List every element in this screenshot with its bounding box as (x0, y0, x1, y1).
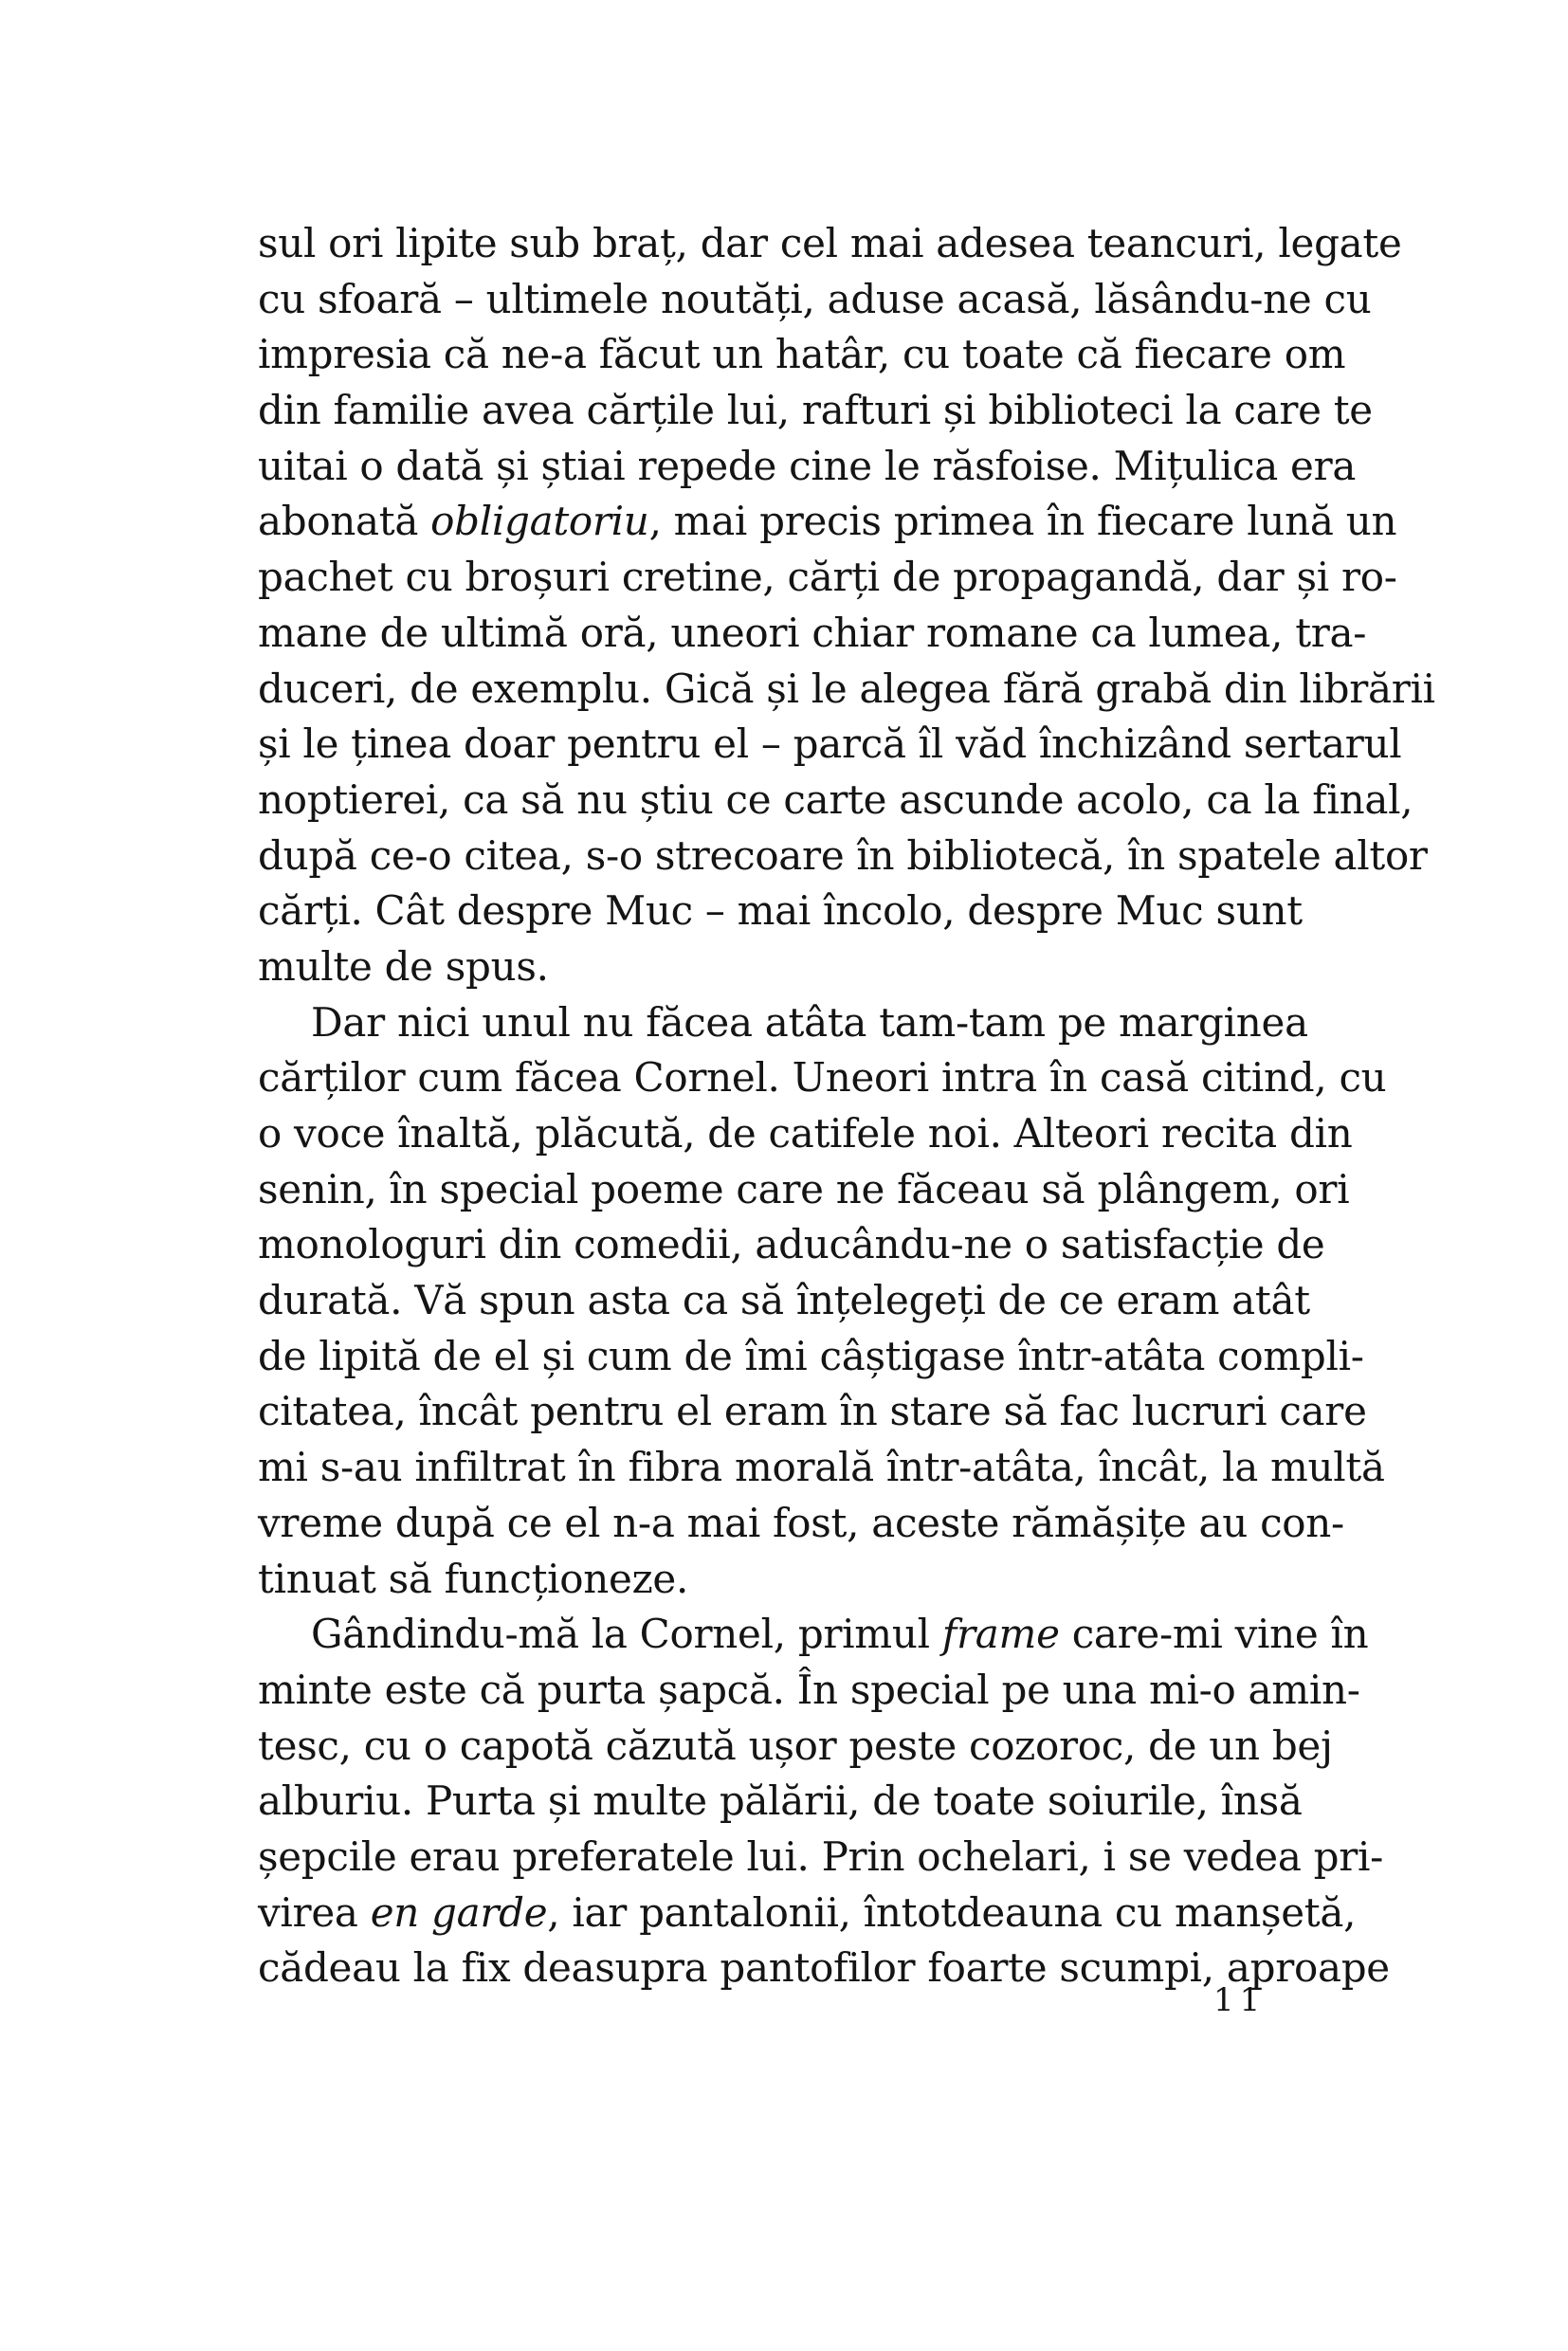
text-line: impresia că ne-a făcut un hatâr, cu toate că fiecare om (258, 331, 1346, 378)
text-segment: abonată (258, 498, 431, 545)
text-line: citatea, încât pentru el eram în stare să fac lucruri care (258, 1388, 1367, 1435)
italic-term: frame (941, 1611, 1060, 1658)
text-line: duceri, de exemplu. Gică și le alegea fără grabă din librării (258, 665, 1435, 712)
text-line: și le ținea doar pentru el – parcă îl văd închizând sertarul (258, 720, 1402, 768)
text-line: minte este că purta șapcă. În special pe una mi-o amin- (258, 1666, 1360, 1713)
text-line: mane de ultimă oră, uneori chiar romane ca lumea, tra- (258, 609, 1367, 656)
text-line: durată. Vă spun asta ca să înțelegeți de ce eram atât (258, 1277, 1310, 1324)
text-line: o voce înaltă, plăcută, de catifele noi. Alteori recita din (258, 1110, 1353, 1157)
text-line: după ce-o citea, s-o strecoare în bibliotecă, în spatele altor (258, 831, 1428, 879)
text-line: cădeau la fix deasupra pantofilor foarte scumpi, aproape (258, 1944, 1390, 1992)
text-line: din familie avea cărțile lui, rafturi și biblioteci la care te (258, 387, 1373, 434)
text-line: sul ori lipite sub braț, dar cel mai adesea teancuri, legate (258, 220, 1402, 266)
text-segment: virea (258, 1888, 371, 1936)
text-line: șepcile erau preferatele lui. Prin ochelari, i se vedea pri- (258, 1832, 1383, 1880)
text-line: cărți. Cât despre Muc – mai încolo, despre Muc sunt (258, 887, 1303, 935)
text-line: alburiu. Purta și multe pălării, de toate soiurile, însă (258, 1777, 1303, 1825)
text-line: multe de spus. (258, 942, 549, 990)
body-text (258, 216, 1435, 1996)
text-line: mi s-au infiltrat în fibra morală într-atâta, încât, la multă (258, 1444, 1385, 1491)
italic-term: obligatoriu (430, 498, 649, 545)
text-line: tesc, cu o capotă căzută ușor peste cozoroc, de un bej (258, 1722, 1333, 1769)
text-line: de lipită de el și cum de îmi câștigase într-atâta compli- (258, 1332, 1364, 1379)
text-line: cu sfoară – ultimele noutăți, aduse acasă, lăsându-ne cu (258, 275, 1372, 322)
text-line: uitai o dată și știai repede cine le răsfoise. Mițulica era (258, 442, 1357, 489)
text-line: cărților cum făcea Cornel. Uneori intra în casă citind, cu (258, 1054, 1387, 1102)
text-line: monologuri din comedii, aducându-ne o satisfacție de (258, 1221, 1325, 1268)
page-number: 11 (1213, 1981, 1267, 2019)
text-line (258, 1886, 1357, 1941)
text-segment: , mai precis primea în fiecare lună un (648, 498, 1397, 545)
text-line: senin, în special poeme care ne făceau să plângem, ori (258, 1165, 1350, 1212)
text-line: tinuat să funcționeze. (258, 1555, 689, 1602)
text-line (258, 494, 1397, 550)
text-line: vreme după ce el n-a mai fost, aceste rămășițe au con- (258, 1499, 1344, 1546)
italic-term: en garde (370, 1888, 548, 1936)
text-line: noptierei, ca să nu știu ce carte ascunde acolo, ca la final, (258, 775, 1413, 823)
paragraph-start-line: Dar nici unul nu făcea atâta tam-tam pe marginea (311, 998, 1308, 1046)
text-line: pachet cu broșuri cretine, cărți de propagandă, dar și ro- (258, 554, 1397, 601)
paragraph-start-line (258, 1607, 1369, 1663)
text-segment: care-mi vine în (1059, 1611, 1369, 1658)
text-segment: , iar pantalonii, întotdeauna cu manșetă, (547, 1888, 1357, 1936)
text-segment: Gândindu-mă la Cornel, primul (311, 1611, 942, 1658)
